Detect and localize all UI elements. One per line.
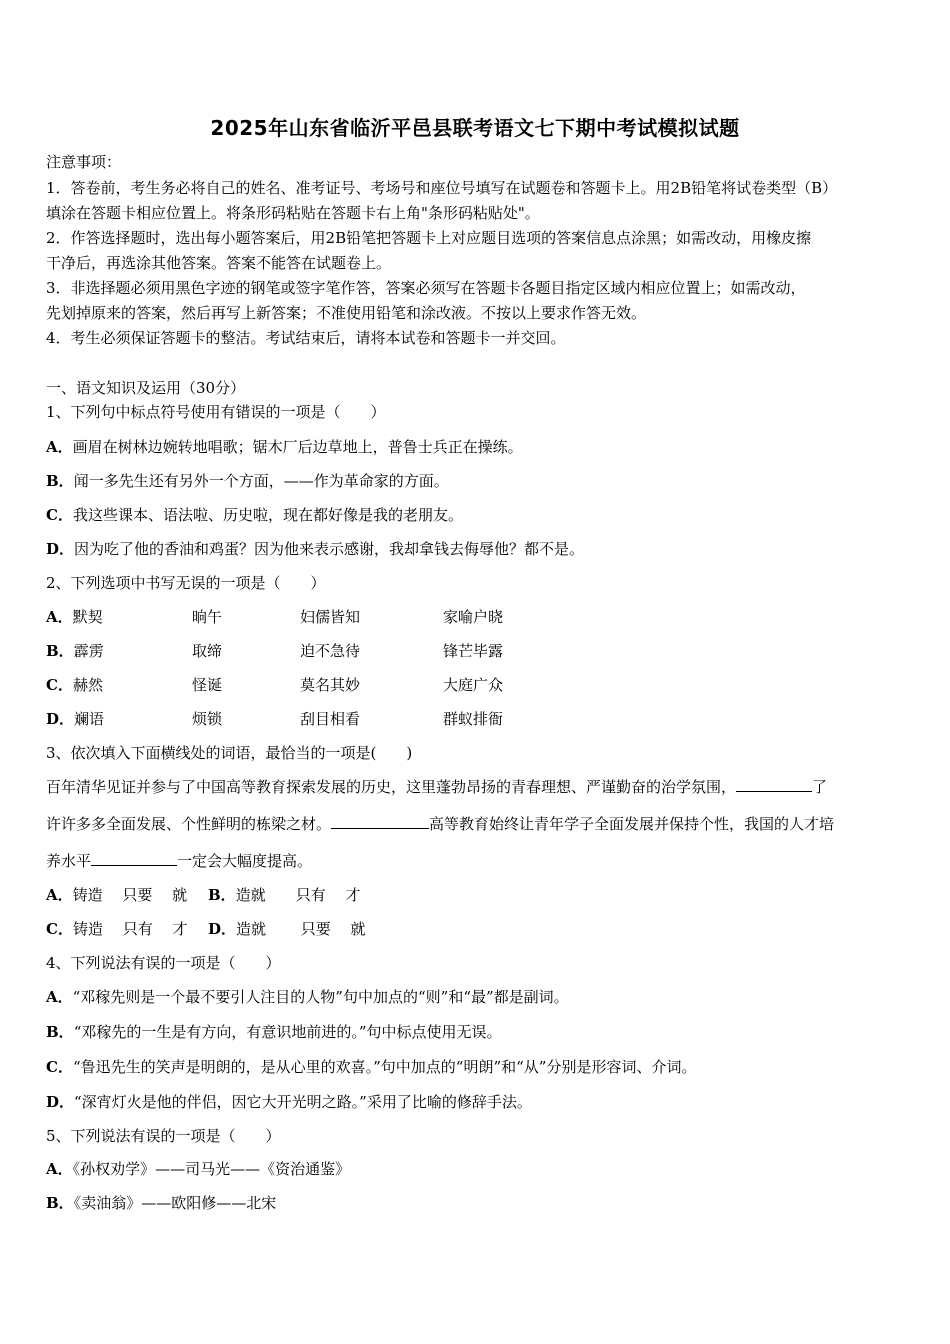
passage-text: 高等教育始终让青年学子全面发展并保持个性，我国的人才培 — [429, 815, 835, 833]
option-letter: A． — [46, 608, 73, 626]
option-row — [46, 641, 910, 661]
option-letter: D． — [46, 540, 75, 558]
option-row — [46, 1159, 910, 1179]
option-word: 大庭广众 — [443, 676, 504, 694]
option-text: “邓稼先则是一个最不要引人注目的人物”句中加点的“则”和“最”都是副词。 — [72, 988, 569, 1006]
option-text: “鲁迅先生的笑声是明朗的，是从心里的欢喜。”句中加点的“明朗”和“从”分别是形容词、介词。 — [72, 1058, 697, 1076]
option-word: 默契 — [72, 608, 103, 626]
option-word: 晌午 — [192, 608, 223, 626]
option-text: 《孙权劝学》——司马光——《资治通鉴》 — [72, 1160, 351, 1178]
question-stem-3: 3、依次填入下面横线处的词语，最恰当的一项是( ) — [46, 744, 413, 762]
notice-line: 3．非选择题必须用黑色字迹的钢笔或签字笔作答，答案必须写在答题卡各题目指定区域内相应位置上；如需改动， — [46, 279, 806, 297]
notice-line: 1．答卷前，考生务必将自己的姓名、准考证号、考场号和座位号填写在试题卷和答题卡上。用2B铅笔将试卷类型（B） — [46, 179, 838, 197]
option-text: 铸造 只有 才 — [72, 920, 188, 938]
option-text: 造就 只要 就 — [236, 920, 366, 938]
notice-line: 先划掉原来的答案，然后再写上新答案；不准使用铅笔和涂改液。不按以上要求作答无效。 — [46, 304, 647, 322]
option-text: 闻一多先生还有另外一个方面，——作为革命家的方面。 — [73, 472, 449, 490]
option-letter: C． — [46, 676, 73, 694]
option-text: “深宵灯火是他的伴侣，因它大开光明之路。”采用了比喻的修辞手法。 — [74, 1093, 532, 1111]
fill-blank — [736, 777, 812, 792]
option-row — [46, 919, 910, 939]
option-letter: C． — [46, 1058, 73, 1076]
option-text: 我这些课本、语法啦、历史啦，现在都好像是我的老朋友。 — [72, 506, 463, 524]
option-word: 群蚁排衙 — [443, 710, 504, 728]
option-row — [46, 471, 910, 491]
option-text: 铸造 只要 就 — [72, 886, 188, 904]
option-row — [46, 437, 910, 457]
option-letter: B． — [46, 1194, 74, 1212]
option-letter: D． — [46, 710, 75, 728]
notice-line: 填涂在答题卡相应位置上。将条形码粘贴在答题卡右上角"条形码粘贴处"。 — [46, 204, 540, 222]
option-text: 造就 只有 才 — [235, 886, 361, 904]
passage-text: 养水平 — [46, 852, 92, 870]
option-letter: B． — [46, 1023, 74, 1041]
option-text: “邓稼先的一生是有方向，有意识地前进的。”句中标点使用无误。 — [73, 1023, 502, 1041]
option-text: 因为吃了他的香油和鸡蛋？因为他来表示感谢，我却拿钱去侮辱他？都不是。 — [74, 540, 585, 558]
option-row — [46, 1022, 910, 1042]
passage-line — [46, 814, 910, 834]
option-row — [46, 675, 910, 695]
notice-line: 2．作答选择题时，选出每小题答案后，用2B铅笔把答题卡上对应题目选项的答案信息点涂黑；如需改动，用橡皮擦 — [46, 229, 812, 247]
option-word: 烦锁 — [192, 710, 223, 728]
option-text: 画眉在树林边婉转地唱歌；锯木厂后边草地上，普鲁士兵正在操练。 — [72, 438, 523, 456]
section-heading: 一、语文知识及运用（30分） — [46, 379, 246, 397]
passage-line — [46, 777, 910, 797]
option-letter: A． — [46, 438, 73, 456]
passage-text: 了 — [812, 778, 828, 796]
option-letter: C． — [46, 920, 73, 938]
option-word: 霹雳 — [73, 642, 104, 660]
option-row — [46, 885, 910, 905]
option-row — [46, 1092, 910, 1112]
option-letter: A． — [46, 1160, 73, 1178]
question-stem-5: 5、下列说法有误的一项是（ ） — [46, 1127, 281, 1145]
option-row — [46, 709, 910, 729]
option-word: 妇儒皆知 — [300, 608, 361, 626]
passage-text: 百年清华见证并参与了中国高等教育探索发展的历史，这里蓬勃昂扬的青春理想、严谨勤奋的治学氛围， — [46, 778, 737, 796]
fill-blank — [91, 851, 177, 866]
notice-line: 4．考生必须保证答题卡的整洁。考试结束后，请将本试卷和答题卡一并交回。 — [46, 329, 566, 347]
passage-text: 许许多多全面发展、个性鲜明的栋梁之材。 — [46, 815, 332, 833]
option-row — [46, 987, 910, 1007]
option-word: 莫名其妙 — [300, 676, 361, 694]
option-word: 家喻户晓 — [443, 608, 504, 626]
passage-line — [46, 851, 910, 871]
option-row — [46, 607, 910, 627]
option-row — [46, 539, 910, 559]
option-word: 迫不急待 — [300, 642, 361, 660]
option-letter: A． — [46, 988, 73, 1006]
question-stem-4: 4、下列说法有误的一项是（ ） — [46, 954, 281, 972]
option-row — [46, 1193, 910, 1213]
option-word: 怪诞 — [192, 676, 223, 694]
option-row — [46, 1057, 910, 1077]
option-letter: C． — [46, 506, 73, 524]
fill-blank — [331, 814, 429, 829]
option-word: 取缔 — [192, 642, 223, 660]
question-stem-1: 1、下列句中标点符号使用有错误的一项是（ ） — [46, 403, 386, 421]
notice-line: 干净后，再选涂其他答案。答案不能答在试题卷上。 — [46, 254, 392, 272]
option-word: 赫然 — [72, 676, 103, 694]
option-letter: D． — [46, 1093, 75, 1111]
notice-heading: 注意事项： — [46, 153, 122, 171]
option-word: 斓语 — [74, 710, 105, 728]
option-word: 刮目相看 — [300, 710, 361, 728]
page-title: 2025年山东省临沂平邑县联考语文七下期中考试模拟试题 — [210, 116, 740, 140]
option-letter: B． — [208, 886, 236, 904]
passage-text: 一定会大幅度提高。 — [177, 852, 313, 870]
option-row — [46, 505, 910, 525]
option-text: 《卖油翁》——欧阳修——北宋 — [73, 1194, 277, 1212]
option-word: 锋芒毕露 — [443, 642, 504, 660]
question-stem-2: 2、下列选项中书写无误的一项是（ ） — [46, 574, 326, 592]
option-letter: B． — [46, 472, 74, 490]
option-letter: D． — [208, 920, 237, 938]
option-letter: B． — [46, 642, 74, 660]
option-letter: A． — [46, 886, 73, 904]
